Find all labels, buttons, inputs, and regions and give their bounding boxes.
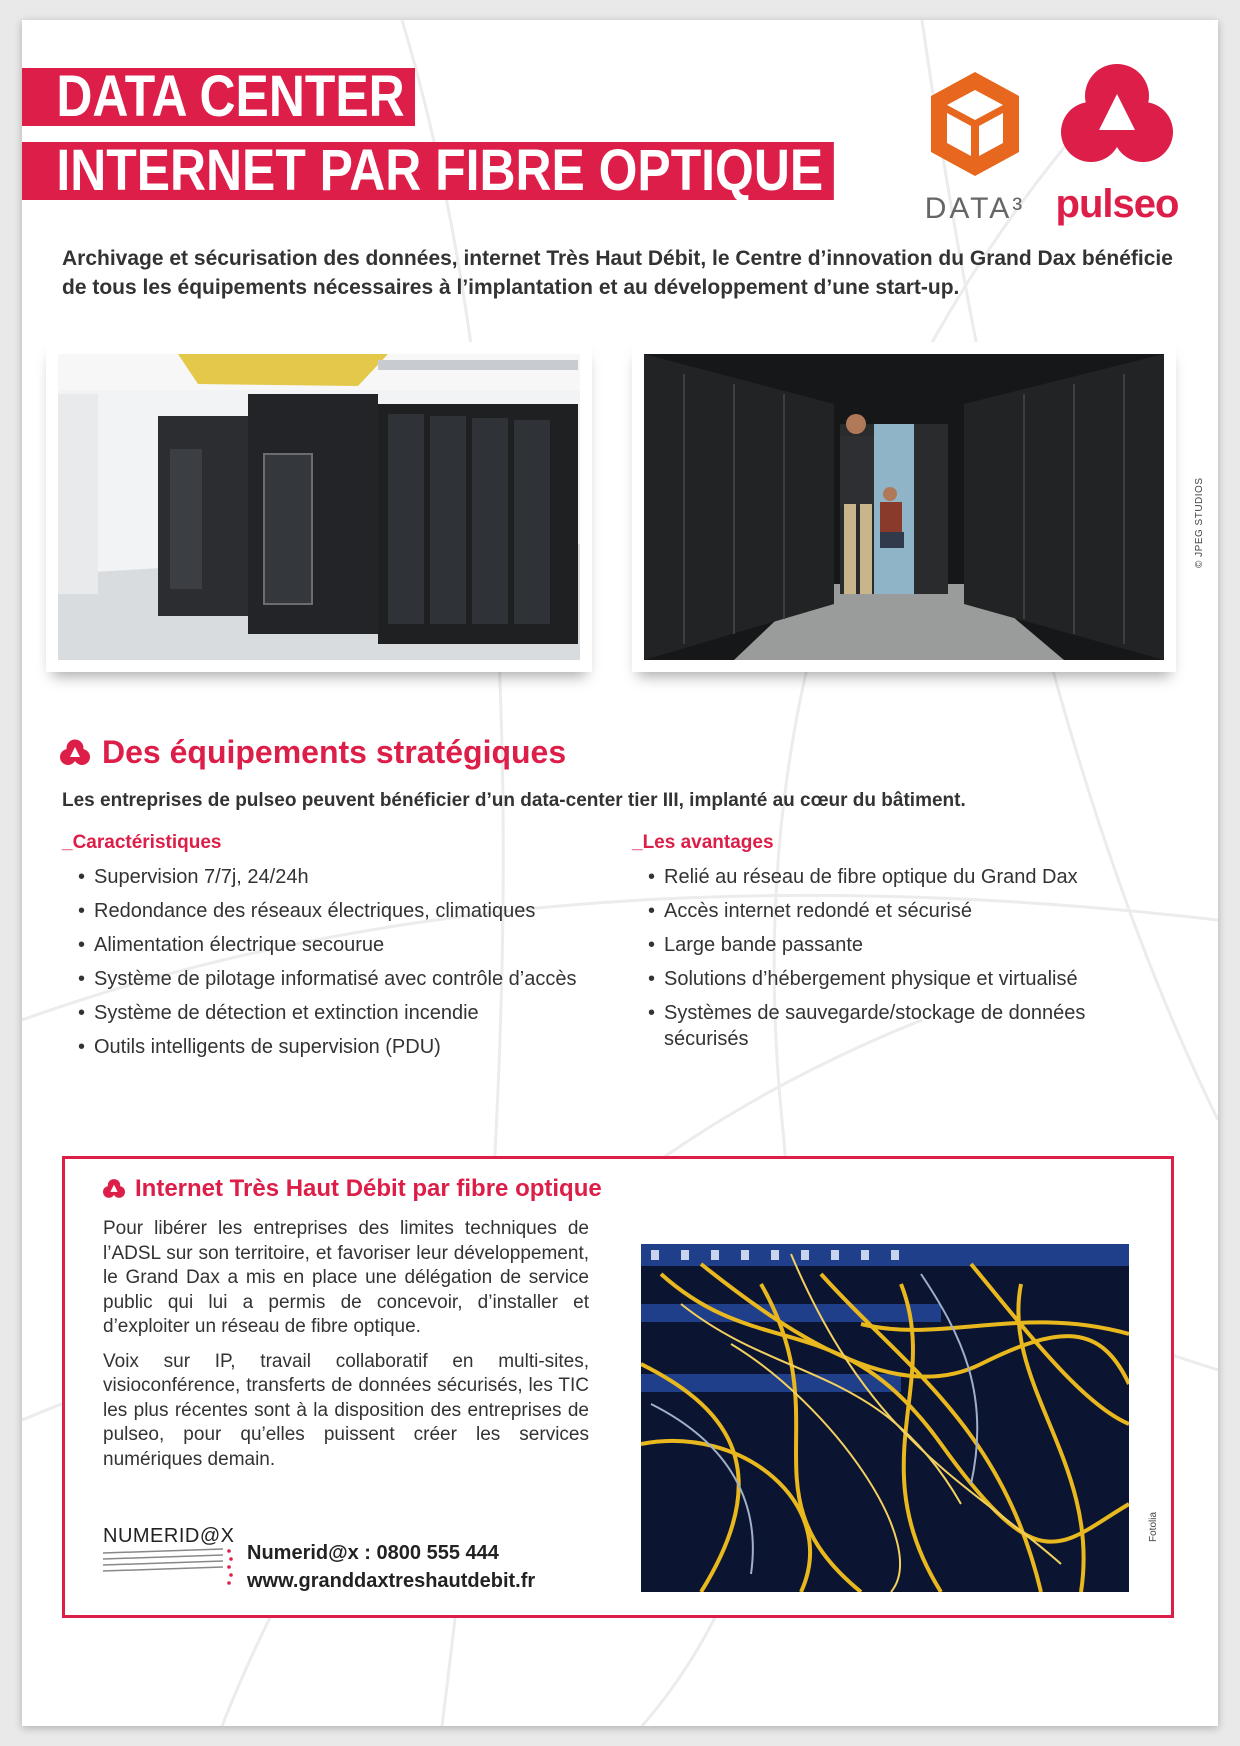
datacenter-room-photo [58,354,580,660]
cube-icon [927,68,1023,180]
pulseo-mark-icon [1061,60,1173,172]
numeridex-logo [103,1525,253,1589]
list-item: • Systèmes de sauvegarde/stockage de données sécurisés [648,1002,1086,1050]
fiber-paragraph-1: Pour libérer les entreprises des limites techniques de l’ADSL sur son territoire, et favoriser leur développement, le Grand Dax a mis en place une délégation de service public qui lui a permis de concevoir, d’installer et d’exploiter un réseau de fibre optique. [103,1218,589,1337]
list-item: • Accès internet redondé et sécurisé [648,900,972,922]
photo-frame-datacenter-room [46,342,592,672]
list-item: • Outils intelligents de supervision (PDU) [78,1036,441,1058]
section-heading-text: Des équipements stratégiques [102,734,567,770]
advantages-list [648,864,1168,1060]
fiber-box-heading-text: Internet Très Haut Débit par fibre optique [135,1175,602,1202]
contact-info [247,1539,535,1595]
section-heading [60,734,566,771]
website-link[interactable]: www.granddaxtreshautdebit.fr [247,1570,536,1592]
fiber-box-text [103,1217,589,1482]
pulseo-logo [1052,60,1182,230]
photo-credit: © JPEG STUDIOS [1194,477,1205,568]
fiber-cables-image [641,1244,1129,1592]
fiber-image-credit: Fotolia [1148,1511,1159,1542]
title-line-2: INTERNET PAR FIBRE OPTIQUE [22,142,833,200]
numeridex-phone: Numerid@x : 0800 555 444 [247,1542,499,1564]
section-lead: Les entreprises de pulseo peuvent bénéficier d’un data-center tier III, implanté au cœur du bâtiment. [62,790,966,811]
characteristics-list [78,864,618,1068]
pulseo-bullet-icon [103,1178,125,1200]
characteristics-title: _Caractéristiques [62,832,222,853]
list-item: • Alimentation électrique secourue [78,934,385,956]
fiber-paragraph-2: Voix sur IP, travail collaboratif en multi-sites, visioconférence, transferts de données sécurisés, les TIC les plus récentes sont à la disposition des entreprises de pulseo, pour qu’elles puissent créer les services numériques demain. [103,1350,589,1470]
list-item: • Relié au réseau de fibre optique du Grand Dax [648,866,1078,888]
fiber-cables-photo [641,1244,1129,1592]
numeridex-logo-text: NUMERID@X [103,1525,235,1547]
numeridex-lines-icon [103,1547,243,1587]
list-item: • Système de détection et extinction incendie [78,1002,479,1024]
photo-frame-datacenter-aisle [632,342,1176,672]
intro-text: Archivage et sécurisation des données, internet Très Haut Débit, le Centre d’innovation du Grand Dax bénéficie de tous les équipements nécessaires à l’implantation et au développement d’une start-up. [62,247,1173,299]
fiber-optic-box [62,1156,1174,1618]
data3-logo [920,60,1030,230]
datacenter-aisle-photo [644,354,1164,660]
list-item: • Supervision 7/7j, 24/24h [78,866,309,888]
list-item: • Redondance des réseaux électriques, climatiques [78,900,536,922]
data3-label: DATA³ [924,192,1026,225]
title-line-1: DATA CENTER [22,68,415,126]
pulseo-label: pulseo [1055,182,1179,226]
pulseo-bullet-icon [60,738,90,768]
fiber-box-heading [103,1175,602,1203]
advantages-title: _Les avantages [632,832,774,853]
server-racks-image [58,354,580,660]
technicians-aisle-image [644,354,1164,660]
brochure-page [22,20,1218,1726]
list-item: • Solutions d’hébergement physique et virtualisé [648,968,1078,990]
list-item: • Système de pilotage informatisé avec contrôle d’accès [78,968,577,990]
list-item: • Large bande passante [648,934,864,956]
